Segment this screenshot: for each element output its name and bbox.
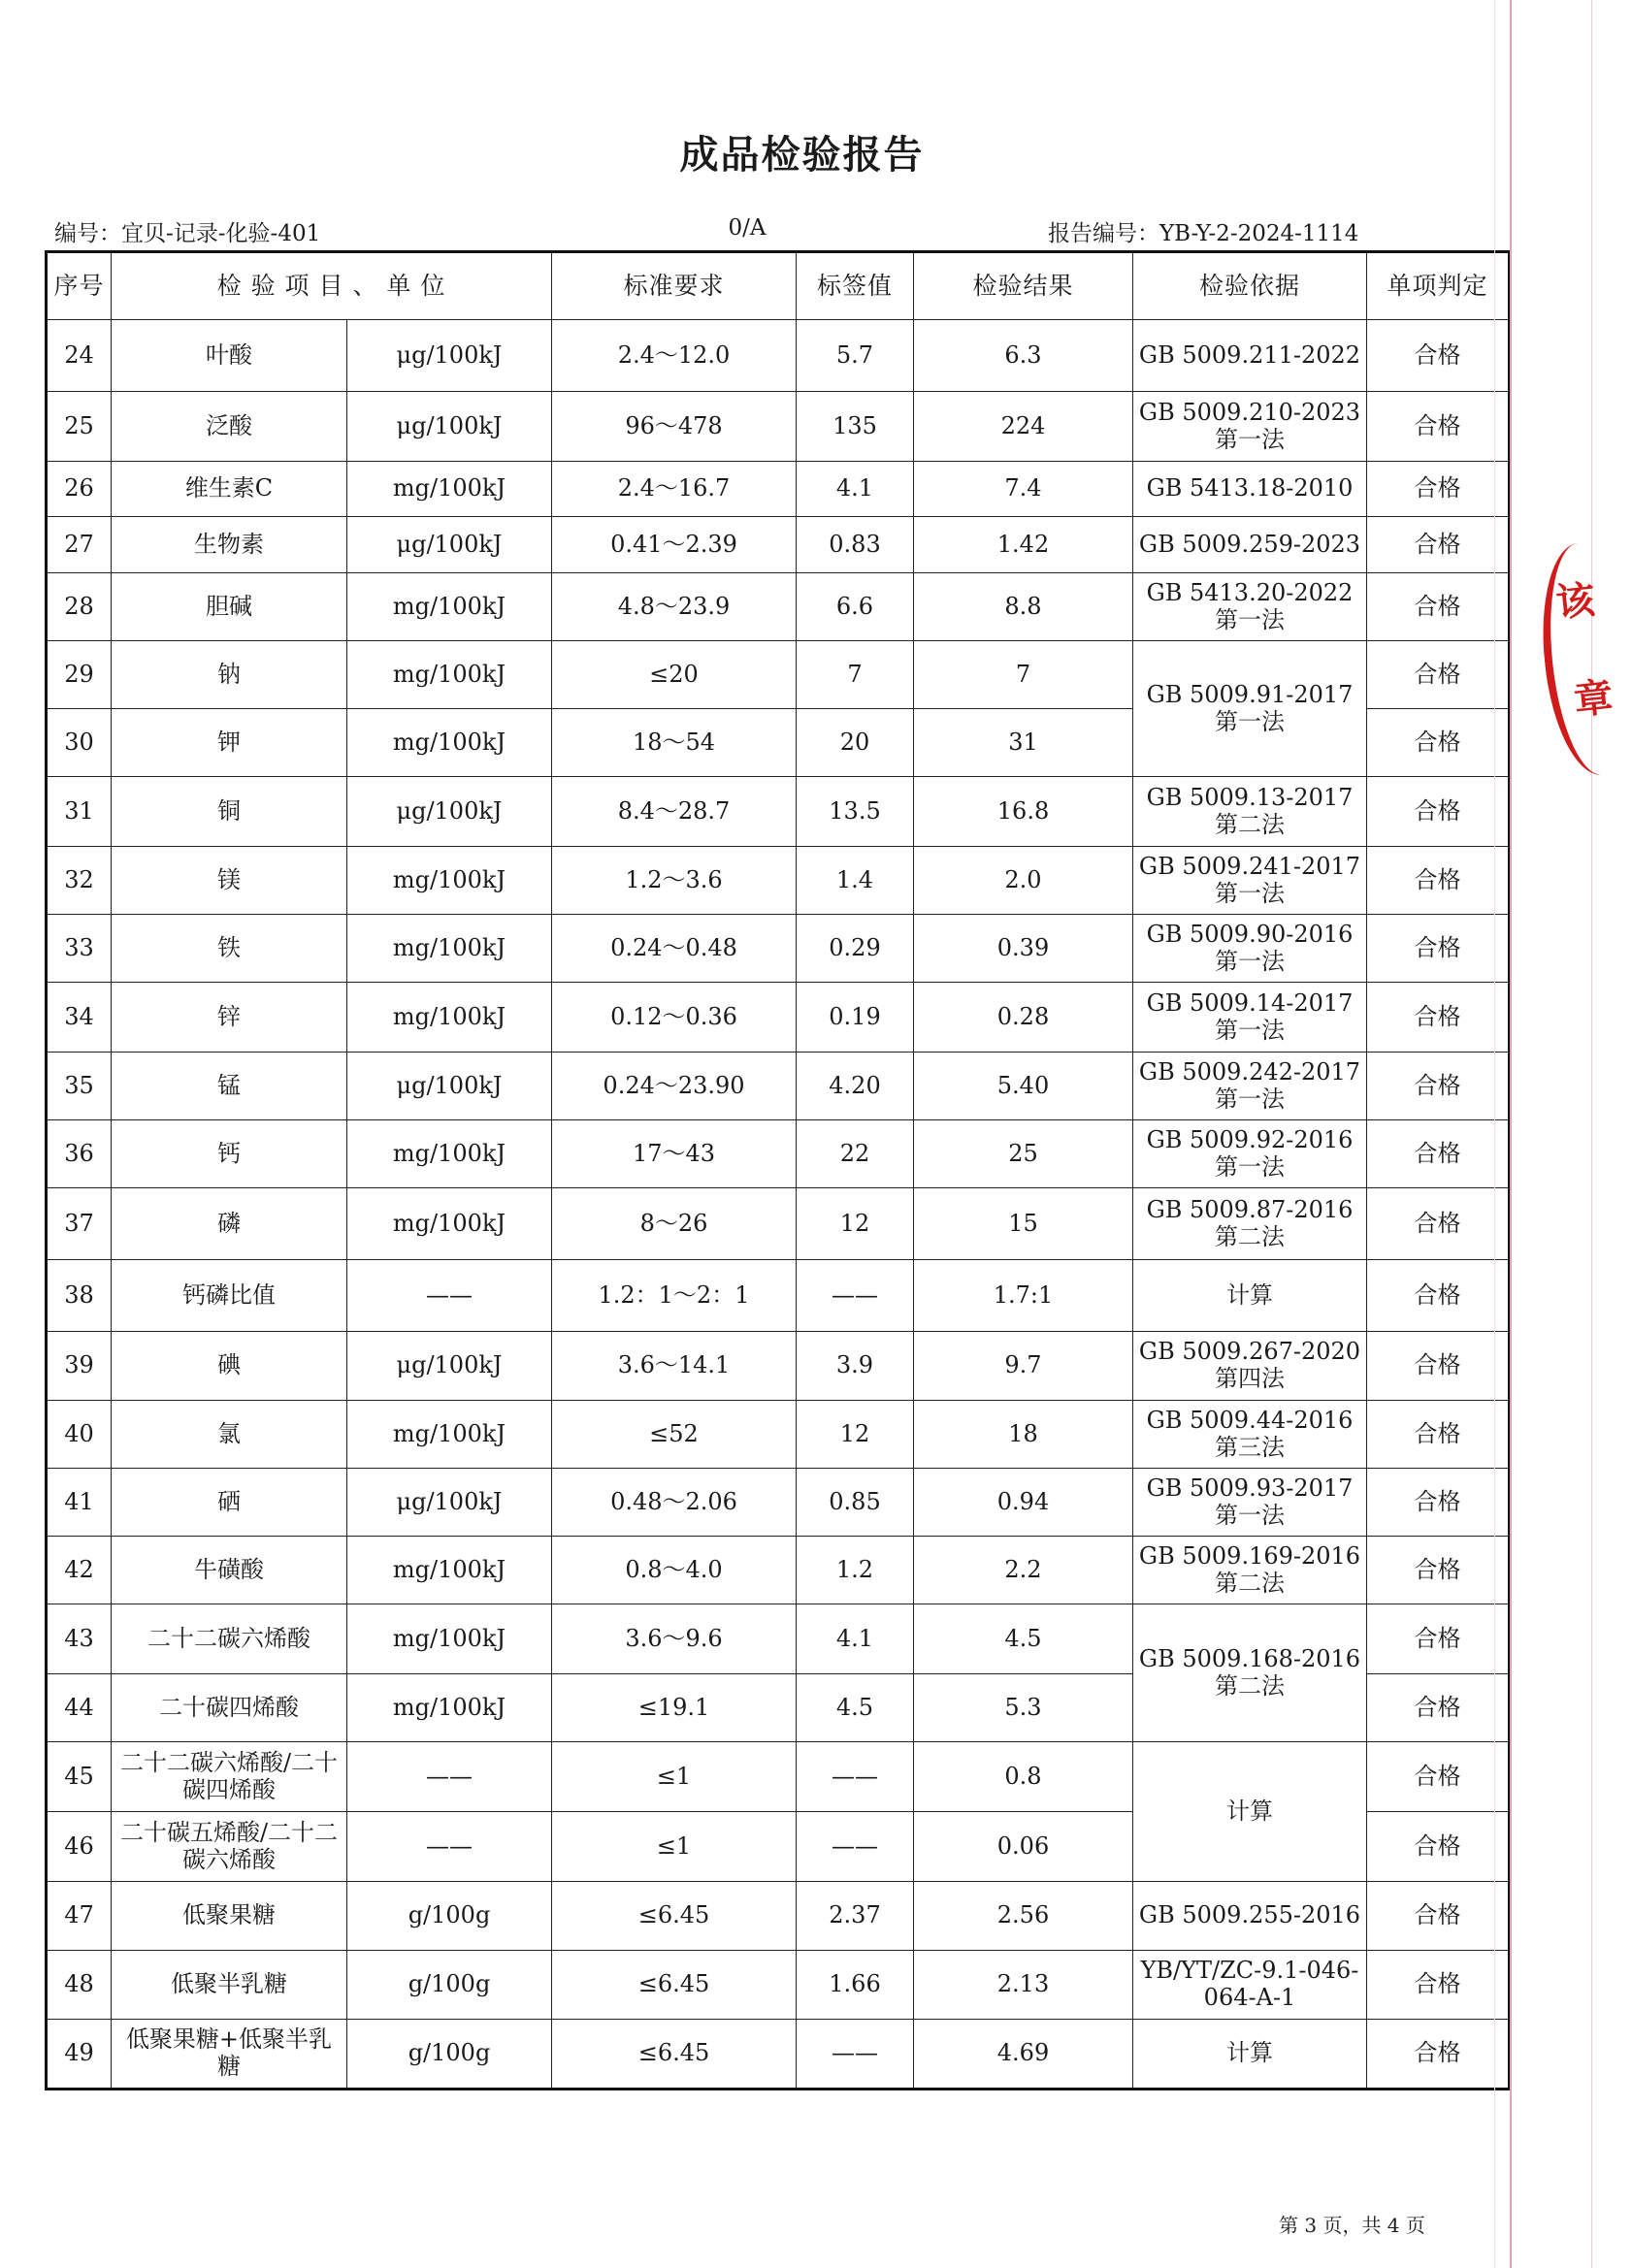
- cell-label: 7: [797, 641, 914, 709]
- cell-standard: 2.4～16.7: [552, 462, 797, 517]
- cell-no: 35: [47, 1053, 112, 1120]
- col-header-label: 标签值: [797, 252, 914, 320]
- cell-standard: 3.6～9.6: [552, 1604, 797, 1674]
- cell-result: 8.8: [914, 573, 1133, 641]
- cell-basis: GB 5009.168-2016 第二法: [1133, 1604, 1367, 1742]
- cell-judge: 合格: [1367, 1742, 1510, 1812]
- cell-no: 34: [47, 983, 112, 1053]
- cell-item: 钙: [112, 1120, 347, 1188]
- cell-item: 叶酸: [112, 320, 347, 392]
- cell-item: 牛磺酸: [112, 1537, 347, 1604]
- table-row: [47, 983, 1510, 1053]
- cell-label: 0.83: [797, 517, 914, 573]
- cell-standard: 8～26: [552, 1188, 797, 1260]
- cell-standard: 17～43: [552, 1120, 797, 1188]
- cell-standard: 8.4～28.7: [552, 777, 797, 847]
- cell-basis: GB 5009.14-2017 第一法: [1133, 983, 1367, 1053]
- cell-judge: 合格: [1367, 915, 1510, 983]
- table-row: [47, 462, 1510, 517]
- cell-standard: ≤1: [552, 1742, 797, 1812]
- table-row: [47, 1332, 1510, 1401]
- cell-label: 4.1: [797, 462, 914, 517]
- seal-char: 该: [1553, 577, 1598, 627]
- cell-label: ——: [797, 1742, 914, 1812]
- cell-result: 0.94: [914, 1469, 1133, 1537]
- cell-no: 48: [47, 1951, 112, 2020]
- cell-result: 1.42: [914, 517, 1133, 573]
- cell-no: 36: [47, 1120, 112, 1188]
- cell-result: 2.0: [914, 847, 1133, 915]
- table-row: [47, 1401, 1510, 1469]
- cell-basis: GB 5009.259-2023: [1133, 517, 1367, 573]
- cell-label: 4.20: [797, 1053, 914, 1120]
- cell-judge: 合格: [1367, 1537, 1510, 1604]
- cell-unit: mg/100kJ: [347, 573, 552, 641]
- cell-basis: YB/YT/ZC-9.1-046-064-A-1: [1133, 1951, 1367, 2020]
- cell-label: ——: [797, 1812, 914, 1882]
- cell-judge: 合格: [1367, 517, 1510, 573]
- cell-no: 27: [47, 517, 112, 573]
- cell-item: 硒: [112, 1469, 347, 1537]
- col-header-judge: 单项判定: [1367, 252, 1510, 320]
- cell-judge: 合格: [1367, 1604, 1510, 1674]
- cell-item: 氯: [112, 1401, 347, 1469]
- cell-basis: GB 5009.211-2022: [1133, 320, 1367, 392]
- cell-result: 2.13: [914, 1951, 1133, 2020]
- cell-no: 46: [47, 1812, 112, 1882]
- cell-label: 12: [797, 1401, 914, 1469]
- cell-label: 135: [797, 392, 914, 462]
- cell-judge: 合格: [1367, 1469, 1510, 1537]
- cell-basis: GB 5009.169-2016 第二法: [1133, 1537, 1367, 1604]
- table-row: [47, 847, 1510, 915]
- cell-basis: GB 5009.91-2017 第一法: [1133, 641, 1367, 777]
- cell-judge: 合格: [1367, 983, 1510, 1053]
- cell-no: 49: [47, 2020, 112, 2090]
- cell-basis: 计算: [1133, 2020, 1367, 2090]
- cell-unit: mg/100kJ: [347, 847, 552, 915]
- cell-judge: 合格: [1367, 462, 1510, 517]
- table-row: [47, 1120, 1510, 1188]
- cell-label: 0.85: [797, 1469, 914, 1537]
- cell-standard: 2.4～12.0: [552, 320, 797, 392]
- col-header-result: 检验结果: [914, 252, 1133, 320]
- cell-result: 16.8: [914, 777, 1133, 847]
- cell-result: 15: [914, 1188, 1133, 1260]
- cell-label: 4.5: [797, 1674, 914, 1742]
- cell-standard: 4.8～23.9: [552, 573, 797, 641]
- cell-no: 28: [47, 573, 112, 641]
- cell-unit: μg/100kJ: [347, 517, 552, 573]
- seal-char: 章: [1572, 675, 1616, 725]
- table-header-row: [47, 252, 1510, 320]
- cell-judge: 合格: [1367, 1188, 1510, 1260]
- cell-unit: mg/100kJ: [347, 983, 552, 1053]
- cell-no: 37: [47, 1188, 112, 1260]
- cell-item: 铜: [112, 777, 347, 847]
- cell-judge: 合格: [1367, 1812, 1510, 1882]
- table-row: [47, 517, 1510, 573]
- cell-standard: 18～54: [552, 709, 797, 777]
- page-number: 第 3 页，共 4 页: [1279, 2214, 1425, 2237]
- cell-result: 31: [914, 709, 1133, 777]
- cell-result: 7: [914, 641, 1133, 709]
- cell-unit: μg/100kJ: [347, 1053, 552, 1120]
- cell-unit: g/100g: [347, 1882, 552, 1951]
- cell-standard: ≤20: [552, 641, 797, 709]
- report-title: 成品检验报告: [679, 133, 925, 178]
- cell-judge: 合格: [1367, 2020, 1510, 2090]
- table-row: [47, 1260, 1510, 1332]
- cell-basis: GB 5009.44-2016 第三法: [1133, 1401, 1367, 1469]
- table-row: [47, 1188, 1510, 1260]
- cell-no: 45: [47, 1742, 112, 1812]
- cell-unit: ——: [347, 1260, 552, 1332]
- cell-label: 1.4: [797, 847, 914, 915]
- cell-item: 低聚果糖: [112, 1882, 347, 1951]
- cell-no: 38: [47, 1260, 112, 1332]
- cell-label: 2.37: [797, 1882, 914, 1951]
- cell-label: ——: [797, 1260, 914, 1332]
- cell-judge: 合格: [1367, 392, 1510, 462]
- cell-basis: GB 5009.92-2016 第一法: [1133, 1120, 1367, 1188]
- cell-result: 0.8: [914, 1742, 1133, 1812]
- cell-result: 9.7: [914, 1332, 1133, 1401]
- table-row: [47, 1951, 1510, 2020]
- cell-basis: GB 5009.210-2023 第一法: [1133, 392, 1367, 462]
- cell-label: ——: [797, 2020, 914, 2090]
- cell-unit: μg/100kJ: [347, 392, 552, 462]
- cell-no: 33: [47, 915, 112, 983]
- cell-no: 26: [47, 462, 112, 517]
- cell-label: 5.7: [797, 320, 914, 392]
- cell-item: 维生素C: [112, 462, 347, 517]
- cell-basis: GB 5009.87-2016 第二法: [1133, 1188, 1367, 1260]
- cell-unit: mg/100kJ: [347, 1188, 552, 1260]
- cell-label: 12: [797, 1188, 914, 1260]
- cell-basis: GB 5009.242-2017 第一法: [1133, 1053, 1367, 1120]
- cell-no: 31: [47, 777, 112, 847]
- cell-item: 钙磷比值: [112, 1260, 347, 1332]
- cell-basis: GB 5413.20-2022 第一法: [1133, 573, 1367, 641]
- cell-standard: 96～478: [552, 392, 797, 462]
- report-number: 报告编号：YB-Y-2-2024-1114: [1048, 221, 1359, 246]
- cell-judge: 合格: [1367, 1260, 1510, 1332]
- table-row: [47, 1604, 1510, 1674]
- cell-basis: GB 5009.90-2016 第一法: [1133, 915, 1367, 983]
- table-row: [47, 777, 1510, 847]
- table-row: [47, 2020, 1510, 2090]
- col-header-item-unit: 检 验 项 目 、 单 位: [112, 252, 552, 320]
- cell-unit: μg/100kJ: [347, 320, 552, 392]
- col-header-no: 序号: [47, 252, 112, 320]
- cell-standard: 0.48～2.06: [552, 1469, 797, 1537]
- cell-item: 低聚半乳糖: [112, 1951, 347, 2020]
- cell-unit: mg/100kJ: [347, 641, 552, 709]
- cell-judge: 合格: [1367, 573, 1510, 641]
- cell-item: 铁: [112, 915, 347, 983]
- cell-result: 2.2: [914, 1537, 1133, 1604]
- cell-no: 29: [47, 641, 112, 709]
- cell-standard: ≤6.45: [552, 1882, 797, 1951]
- cell-basis: 计算: [1133, 1742, 1367, 1882]
- cell-result: 0.28: [914, 983, 1133, 1053]
- cell-result: 4.69: [914, 2020, 1133, 2090]
- cell-unit: mg/100kJ: [347, 1537, 552, 1604]
- cell-judge: 合格: [1367, 777, 1510, 847]
- table-row: [47, 915, 1510, 983]
- cell-standard: 0.24～0.48: [552, 915, 797, 983]
- cell-result: 4.5: [914, 1604, 1133, 1674]
- cell-label: 4.1: [797, 1604, 914, 1674]
- cell-judge: 合格: [1367, 1120, 1510, 1188]
- table-row: [47, 1053, 1510, 1120]
- cell-standard: 0.24～23.90: [552, 1053, 797, 1120]
- scan-line: [1591, 0, 1592, 2268]
- inspection-table: [45, 250, 1511, 2090]
- cell-result: 1.7:1: [914, 1260, 1133, 1332]
- cell-item: 钠: [112, 641, 347, 709]
- cell-no: 30: [47, 709, 112, 777]
- cell-no: 43: [47, 1604, 112, 1674]
- cell-standard: 0.8～4.0: [552, 1537, 797, 1604]
- cell-basis: GB 5009.93-2017 第一法: [1133, 1469, 1367, 1537]
- cell-standard: ≤6.45: [552, 1951, 797, 2020]
- cell-unit: mg/100kJ: [347, 1401, 552, 1469]
- cell-unit: μg/100kJ: [347, 1469, 552, 1537]
- cell-result: 224: [914, 392, 1133, 462]
- cell-judge: 合格: [1367, 1882, 1510, 1951]
- col-header-standard: 标准要求: [552, 252, 797, 320]
- cell-no: 41: [47, 1469, 112, 1537]
- cell-label: 22: [797, 1120, 914, 1188]
- cell-unit: g/100g: [347, 1951, 552, 2020]
- cell-basis: GB 5009.241-2017 第一法: [1133, 847, 1367, 915]
- cell-result: 5.40: [914, 1053, 1133, 1120]
- table-row: [47, 641, 1510, 709]
- cell-judge: 合格: [1367, 1401, 1510, 1469]
- cell-item: 磷: [112, 1188, 347, 1260]
- cell-standard: 3.6～14.1: [552, 1332, 797, 1401]
- cell-no: 24: [47, 320, 112, 392]
- cell-unit: mg/100kJ: [347, 915, 552, 983]
- red-seal-stamp: [1533, 540, 1632, 780]
- cell-standard: ≤19.1: [552, 1674, 797, 1742]
- cell-standard: 1.2～3.6: [552, 847, 797, 915]
- cell-standard: ≤6.45: [552, 2020, 797, 2090]
- cell-label: 0.29: [797, 915, 914, 983]
- cell-basis: GB 5009.267-2020 第四法: [1133, 1332, 1367, 1401]
- cell-item: 碘: [112, 1332, 347, 1401]
- cell-no: 39: [47, 1332, 112, 1401]
- cell-label: 20: [797, 709, 914, 777]
- cell-unit: mg/100kJ: [347, 462, 552, 517]
- cell-result: 0.06: [914, 1812, 1133, 1882]
- table-row: [47, 573, 1510, 641]
- cell-result: 25: [914, 1120, 1133, 1188]
- cell-item: 锰: [112, 1053, 347, 1120]
- cell-result: 6.3: [914, 320, 1133, 392]
- cell-item: 二十碳四烯酸: [112, 1674, 347, 1742]
- cell-judge: 合格: [1367, 709, 1510, 777]
- cell-item: 镁: [112, 847, 347, 915]
- table-row: [47, 1742, 1510, 1812]
- cell-result: 0.39: [914, 915, 1133, 983]
- cell-unit: mg/100kJ: [347, 1674, 552, 1742]
- cell-unit: mg/100kJ: [347, 709, 552, 777]
- cell-standard: ≤52: [552, 1401, 797, 1469]
- cell-standard: ≤1: [552, 1812, 797, 1882]
- cell-no: 32: [47, 847, 112, 915]
- cell-unit: ——: [347, 1812, 552, 1882]
- cell-label: 6.6: [797, 573, 914, 641]
- cell-item: 二十碳五烯酸/二十二碳六烯酸: [112, 1812, 347, 1882]
- cell-item: 钾: [112, 709, 347, 777]
- cell-item: 二十二碳六烯酸: [112, 1604, 347, 1674]
- cell-label: 3.9: [797, 1332, 914, 1401]
- cell-result: 18: [914, 1401, 1133, 1469]
- cell-item: 低聚果糖+低聚半乳糖: [112, 2020, 347, 2090]
- cell-unit: μg/100kJ: [347, 1332, 552, 1401]
- cell-result: 7.4: [914, 462, 1133, 517]
- cell-judge: 合格: [1367, 1053, 1510, 1120]
- table-row: [47, 1537, 1510, 1604]
- scan-line: [1510, 0, 1512, 2268]
- cell-basis: 计算: [1133, 1260, 1367, 1332]
- cell-item: 二十二碳六烯酸/二十碳四烯酸: [112, 1742, 347, 1812]
- cell-label: 1.66: [797, 1951, 914, 2020]
- version: 0/A: [728, 215, 767, 241]
- cell-judge: 合格: [1367, 847, 1510, 915]
- cell-label: 13.5: [797, 777, 914, 847]
- cell-label: 1.2: [797, 1537, 914, 1604]
- cell-judge: 合格: [1367, 641, 1510, 709]
- table-row: [47, 392, 1510, 462]
- cell-basis: GB 5009.13-2017 第二法: [1133, 777, 1367, 847]
- cell-no: 25: [47, 392, 112, 462]
- cell-judge: 合格: [1367, 1674, 1510, 1742]
- cell-result: 5.3: [914, 1674, 1133, 1742]
- cell-basis: GB 5413.18-2010: [1133, 462, 1367, 517]
- record-code: 编号：宜贝-记录-化验-401: [54, 221, 321, 246]
- cell-unit: g/100g: [347, 2020, 552, 2090]
- table-row: [47, 320, 1510, 392]
- cell-judge: 合格: [1367, 1332, 1510, 1401]
- scan-line: [1494, 0, 1495, 2268]
- cell-standard: 0.41～2.39: [552, 517, 797, 573]
- cell-item: 生物素: [112, 517, 347, 573]
- cell-judge: 合格: [1367, 1951, 1510, 2020]
- cell-standard: 1.2：1～2：1: [552, 1260, 797, 1332]
- cell-basis: GB 5009.255-2016: [1133, 1882, 1367, 1951]
- cell-no: 42: [47, 1537, 112, 1604]
- cell-unit: μg/100kJ: [347, 777, 552, 847]
- cell-label: 0.19: [797, 983, 914, 1053]
- cell-unit: ——: [347, 1742, 552, 1812]
- cell-item: 锌: [112, 983, 347, 1053]
- cell-no: 47: [47, 1882, 112, 1951]
- cell-standard: 0.12～0.36: [552, 983, 797, 1053]
- col-header-basis: 检验依据: [1133, 252, 1367, 320]
- cell-no: 44: [47, 1674, 112, 1742]
- cell-result: 2.56: [914, 1882, 1133, 1951]
- cell-unit: mg/100kJ: [347, 1604, 552, 1674]
- cell-item: 胆碱: [112, 573, 347, 641]
- cell-unit: mg/100kJ: [347, 1120, 552, 1188]
- table-row: [47, 1469, 1510, 1537]
- cell-judge: 合格: [1367, 320, 1510, 392]
- table-row: [47, 1882, 1510, 1951]
- cell-item: 泛酸: [112, 392, 347, 462]
- cell-no: 40: [47, 1401, 112, 1469]
